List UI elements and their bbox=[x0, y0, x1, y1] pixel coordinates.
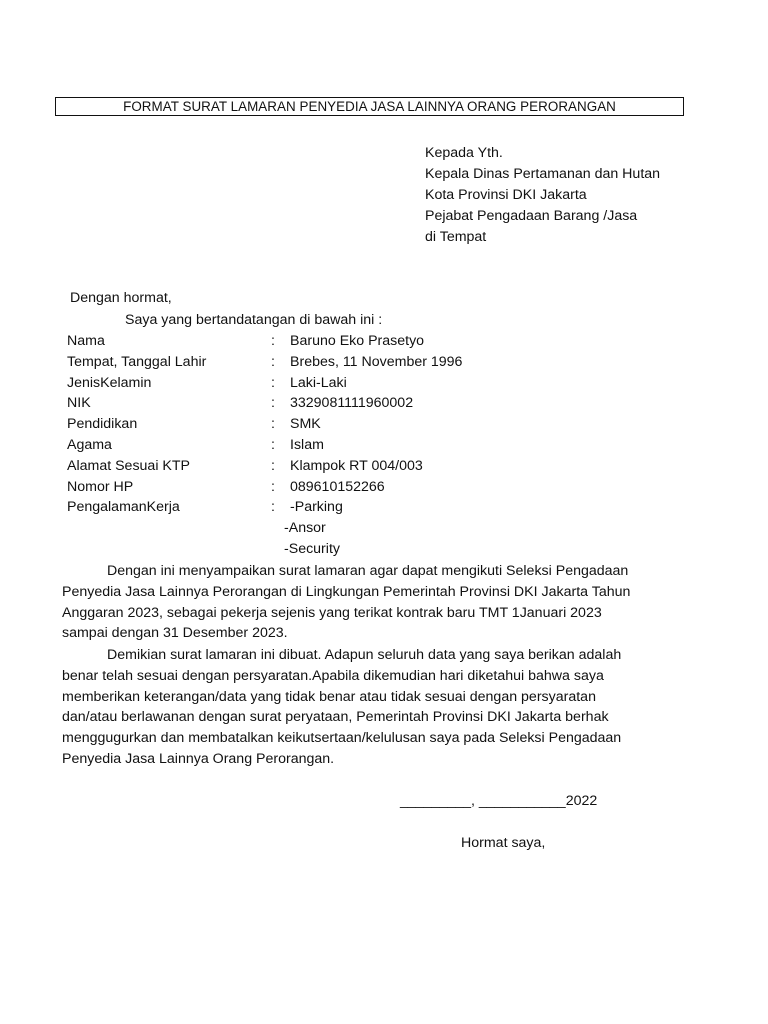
field-colon: : bbox=[271, 478, 275, 495]
field-row-nama bbox=[67, 331, 567, 352]
recipient-line: Kota Provinsi DKI Jakarta bbox=[425, 187, 587, 203]
field-row-education bbox=[67, 414, 567, 435]
field-row-nik bbox=[67, 393, 567, 414]
field-colon: : bbox=[271, 374, 275, 391]
field-value: -Parking bbox=[290, 499, 343, 516]
field-value: 3329081111960002 bbox=[290, 395, 414, 412]
paragraph-line: Demikian surat lamaran ini dibuat. Adapun seluruh data yang saya berikan adalah bbox=[107, 647, 622, 663]
paragraph-statement bbox=[62, 645, 682, 770]
field-row-phone bbox=[67, 477, 567, 498]
field-value: Baruno Eko Prasetyo bbox=[290, 333, 425, 349]
field-value: Islam bbox=[290, 436, 324, 453]
field-colon: : bbox=[271, 499, 275, 516]
date-place-line: _________, ___________2022 bbox=[400, 793, 598, 809]
paragraph-line: Anggaran 2023, sebagai pekerja sejenis yang terikat kontrak baru TMT 1Januari 2023 bbox=[62, 604, 602, 621]
recipient-line: Pejabat Pengadaan Barang /Jasa bbox=[425, 208, 638, 224]
field-row-religion bbox=[67, 435, 567, 456]
field-value: SMK bbox=[290, 416, 321, 433]
field-value: Brebes, 11 November 1996 bbox=[290, 353, 463, 370]
paragraph-line: Dengan ini menyampaikan surat lamaran agar dapat mengikuti Seleksi Pengadaan bbox=[107, 563, 629, 579]
paragraph-line: Penyedia Jasa Lainnya Orang Perorangan. bbox=[62, 750, 335, 767]
recipient-block bbox=[425, 143, 660, 248]
field-label: Alamat Sesuai KTP bbox=[67, 457, 191, 474]
field-label: NIK bbox=[67, 395, 91, 412]
field-colon: : bbox=[271, 395, 275, 412]
paragraph-line: benar telah sesuai dengan persyaratan.Apabila dikemudian hari diketahui bahwa saya bbox=[62, 667, 604, 684]
paragraph-line: memberikan keterangan/data yang tidak benar atau tidak sesuai dengan persyaratan bbox=[62, 688, 596, 705]
field-value: Laki-Laki bbox=[290, 374, 347, 391]
field-label: JenisKelamin bbox=[67, 374, 152, 391]
field-value: Klampok RT 004/003 bbox=[290, 457, 423, 474]
field-colon: : bbox=[271, 353, 275, 370]
recipient-line: Kepala Dinas Pertamanan dan Hutan bbox=[425, 166, 661, 182]
field-colon: : bbox=[271, 333, 275, 349]
field-label: Nomor HP bbox=[67, 478, 134, 495]
recipient-line: Kepada Yth. bbox=[425, 145, 503, 161]
field-colon: : bbox=[271, 457, 275, 474]
field-row-address bbox=[67, 456, 567, 477]
experience-item: -Ansor bbox=[284, 520, 326, 537]
paragraph-line: dan/atau berlawanan dengan surat peryataan, Pemerintah Provinsi DKI Jakarta berhak bbox=[62, 709, 609, 726]
closing-salutation: Hormat saya, bbox=[461, 835, 546, 851]
field-row-birth bbox=[67, 352, 567, 373]
field-label: Pendidikan bbox=[67, 416, 138, 433]
field-row-experience bbox=[67, 497, 567, 518]
recipient-line: di Tempat bbox=[425, 229, 487, 245]
experience-extra-row bbox=[67, 518, 567, 539]
field-row-gender bbox=[67, 373, 567, 394]
paragraph-line: sampai dengan 31 Desember 2023. bbox=[62, 625, 288, 642]
greeting: Dengan hormat, bbox=[70, 290, 172, 306]
paragraph-application bbox=[62, 561, 682, 644]
document-title: FORMAT SURAT LAMARAN PENYEDIA JASA LAINNYA ORANG PERORANGAN bbox=[55, 97, 684, 116]
paragraph-line: menggugurkan dan membatalkan keikutsertaan/kelulusan saya pada Seleksi Pengadaan bbox=[62, 730, 622, 747]
field-label: Nama bbox=[67, 333, 105, 349]
applicant-fields bbox=[67, 331, 567, 560]
field-label: Agama bbox=[67, 436, 112, 453]
experience-item: -Security bbox=[284, 540, 340, 557]
field-colon: : bbox=[271, 436, 275, 453]
intro-line: Saya yang bertandatangan di bawah ini : bbox=[125, 312, 383, 328]
field-label: PengalamanKerja bbox=[67, 499, 180, 516]
field-label: Tempat, Tanggal Lahir bbox=[67, 353, 207, 370]
field-value: 089610152266 bbox=[290, 478, 385, 495]
paragraph-line: Penyedia Jasa Lainnya Perorangan di Lingkungan Pemerintah Provinsi DKI Jakarta Tahun bbox=[62, 583, 631, 600]
field-colon: : bbox=[271, 416, 275, 433]
experience-extra-row bbox=[67, 539, 567, 560]
